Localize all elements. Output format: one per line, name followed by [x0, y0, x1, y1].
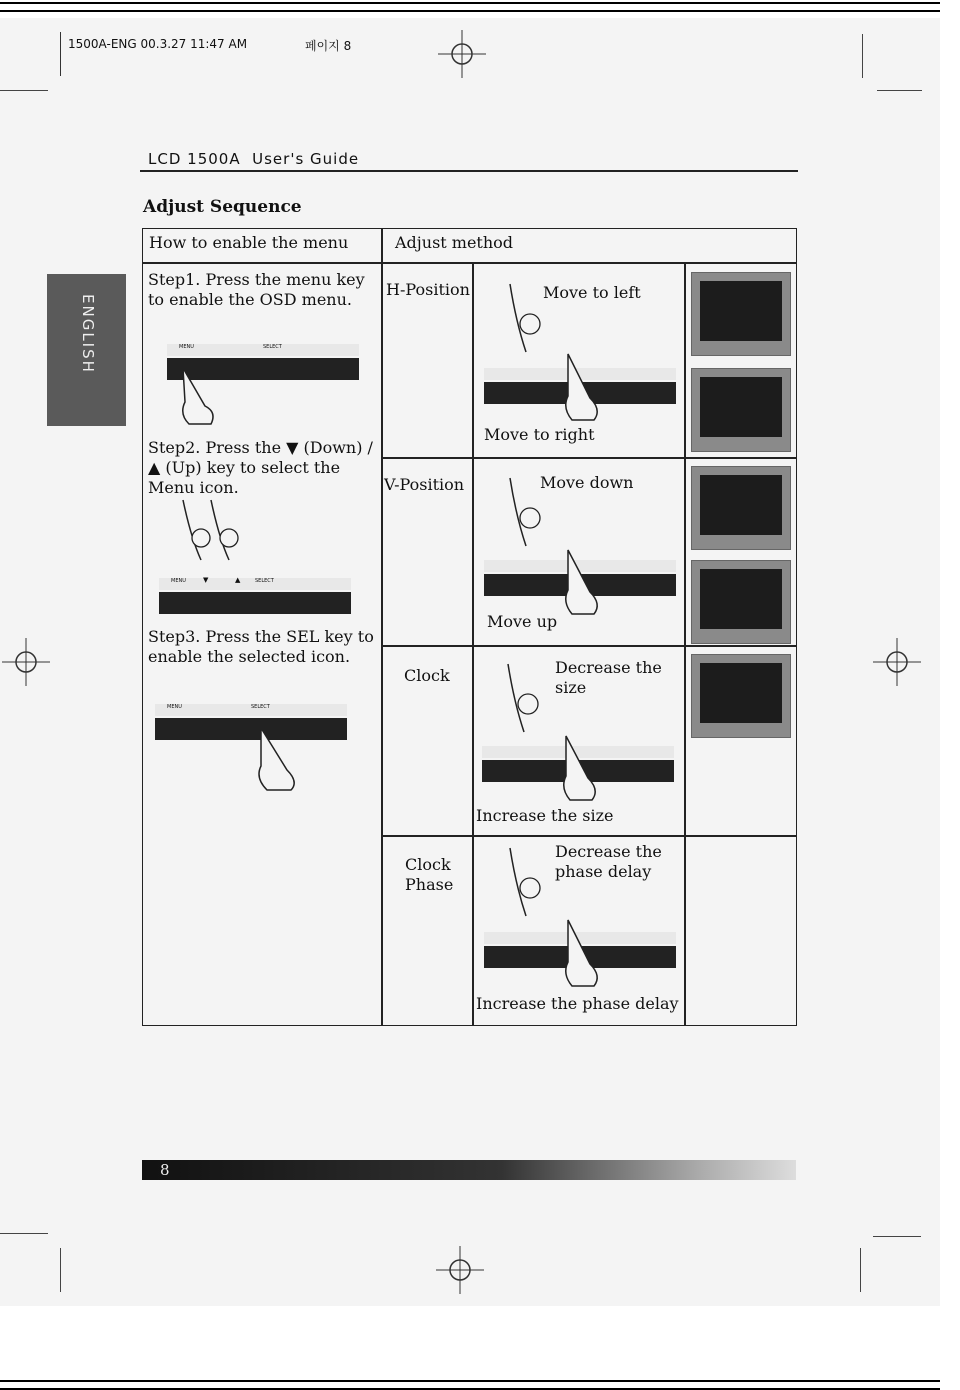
print-slug: 1500A-ENG 00.3.27 11:47 AM: [68, 37, 248, 51]
pointing-hand-icon: [177, 498, 247, 568]
method-keypad-illustration: [484, 846, 676, 990]
monitor-thumbnail: [691, 654, 791, 738]
step-2-text: Step2. Press the ▼ (Down) / ▲ (Up) key to select the Menu icon.: [148, 438, 373, 497]
keypad-illustration: [159, 498, 351, 616]
pointing-hand-icon: [556, 734, 606, 802]
guide-name: User's Guide: [252, 150, 360, 168]
crop-mark: [0, 90, 48, 91]
clock-phase-bottom-text: Increase the phase delay: [476, 994, 679, 1013]
pointing-hand-icon: [506, 846, 546, 926]
registration-mark-icon: [2, 638, 50, 686]
monitor-thumbnail: [691, 272, 791, 356]
keypad-illustration: [167, 318, 359, 428]
row-label-h-position: H-Position: [386, 280, 470, 299]
print-page-korean: 페이지 8: [305, 39, 352, 53]
v-position-bottom-text: Move up: [487, 612, 558, 631]
pointing-hand-icon: [558, 548, 608, 616]
keypad-select-label: SELECT: [263, 344, 282, 350]
running-header: [148, 150, 359, 168]
registration-mark-icon: [438, 30, 486, 78]
pointing-hand-icon: [506, 476, 546, 556]
crop-mark: [0, 1233, 48, 1234]
clock-top-text: Decrease the size: [555, 658, 662, 697]
keypad-up-label: ▲: [235, 576, 241, 584]
crop-mark: [877, 90, 922, 91]
monitor-thumbnail: [691, 560, 791, 644]
bottom-double-rule: [0, 1380, 940, 1390]
table-divider: [381, 228, 383, 1026]
monitor-thumbnail: [691, 368, 791, 452]
registration-mark-icon: [436, 1246, 484, 1294]
pointing-hand-icon: [175, 366, 225, 428]
language-tab-label: ENGLISH: [79, 294, 97, 374]
keypad-down-label: ▼: [203, 576, 209, 584]
table-divider: [381, 835, 797, 837]
monitor-thumbnail: [691, 466, 791, 550]
step-1-text: Step1. Press the menu key to enable the OSD menu.: [148, 270, 365, 309]
language-tab: [47, 274, 126, 426]
keypad-menu-label: MENU: [179, 344, 194, 350]
method-keypad-illustration: [484, 476, 676, 616]
pointing-hand-icon: [506, 282, 546, 362]
h-position-top-text: Move to left: [543, 283, 641, 302]
step-3-text: Step3. Press the SEL key to enable the selected icon.: [148, 627, 374, 666]
menu-column-header: How to enable the menu: [149, 233, 349, 252]
pointing-hand-icon: [558, 352, 608, 422]
table-divider: [142, 262, 797, 264]
footer-bar: [142, 1160, 796, 1180]
row-label-clock: Clock: [404, 666, 450, 685]
table-divider: [472, 262, 474, 1026]
section-title: Adjust Sequence: [143, 197, 302, 217]
method-keypad-illustration: [484, 282, 676, 422]
product-name: LCD 1500A: [148, 150, 241, 168]
table-divider: [381, 457, 797, 459]
pointing-hand-icon: [504, 662, 544, 742]
keypad-select-label: SELECT: [255, 578, 274, 584]
table-divider: [684, 262, 686, 1026]
h-position-bottom-text: Move to right: [484, 425, 595, 444]
pointing-hand-icon: [558, 918, 608, 988]
page-number: 8: [160, 1161, 170, 1179]
top-double-rule: [0, 2, 940, 12]
keypad-illustration: [155, 676, 347, 794]
crop-mark: [60, 1248, 61, 1292]
clock-bottom-text: Increase the size: [476, 806, 614, 825]
keypad-menu-label: MENU: [171, 578, 186, 584]
method-keypad-illustration: [482, 662, 674, 802]
row-label-clock-phase: Clock Phase: [405, 855, 454, 894]
keypad-select-label: SELECT: [251, 704, 270, 710]
clock-phase-top-text: Decrease the phase delay: [555, 842, 662, 881]
v-position-top-text: Move down: [540, 473, 634, 492]
method-column-header: Adjust method: [395, 233, 514, 252]
header-rule: [140, 170, 798, 172]
pointing-hand-icon: [247, 726, 307, 792]
crop-mark: [860, 1248, 861, 1292]
crop-mark: [862, 34, 863, 78]
crop-mark: [60, 32, 61, 76]
registration-mark-icon: [873, 638, 921, 686]
keypad-menu-label: MENU: [167, 704, 182, 710]
crop-mark: [873, 1236, 921, 1237]
row-label-v-position: V-Position: [384, 475, 465, 494]
table-divider: [381, 645, 797, 647]
